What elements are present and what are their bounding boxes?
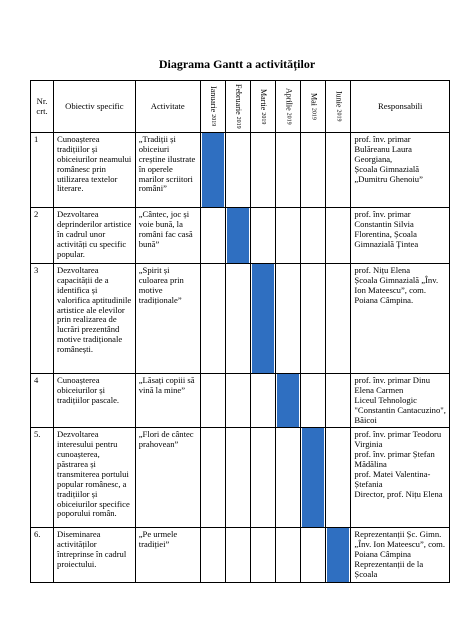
month-label: Iunie — [334, 91, 344, 108]
gantt-cell — [301, 428, 326, 528]
gantt-cell — [301, 208, 326, 264]
row-activity: „Cântec, joc și voie bună, la români fac casă bună” — [135, 208, 200, 264]
gantt-cell — [200, 528, 225, 582]
row-activity: „Lăsați copiii să vină la mine” — [135, 374, 200, 428]
gantt-bar — [227, 208, 249, 263]
row-objective: Diseminarea activităților întreprinse în cadrul proiectului. — [54, 528, 136, 582]
gantt-cell — [301, 528, 326, 582]
month-year: 2019 — [209, 114, 216, 127]
header-month-iunie — [326, 81, 351, 133]
month-year: 2019 — [310, 107, 317, 120]
row-nr: 5. — [31, 428, 54, 528]
month-label: Martie — [259, 88, 269, 111]
gantt-cell — [301, 264, 326, 374]
table-row — [31, 208, 450, 264]
month-label: Aprilie — [284, 88, 294, 111]
header-month-ianuarie — [200, 81, 225, 133]
table-row — [31, 264, 450, 374]
header-responsible: Responsabili — [351, 81, 450, 133]
header-nr: Nr. crt. — [31, 81, 54, 133]
header-month-mai — [301, 81, 326, 133]
row-nr: 3 — [31, 264, 54, 374]
gantt-cell — [250, 428, 275, 528]
table-row — [31, 133, 450, 208]
gantt-cell — [326, 528, 351, 582]
page-title: Diagrama Gantt a activităților — [158, 57, 316, 71]
header-objective: Obiectiv specific — [54, 81, 136, 133]
gantt-cell — [301, 374, 326, 428]
row-nr: 2 — [31, 208, 54, 264]
row-nr: 6. — [31, 528, 54, 582]
row-responsible: prof. înv. primar Bulăreanu Laura Georgiana, Școala Gimnazială „Dumitru Ghenoiu” — [351, 133, 450, 208]
gantt-cell — [225, 528, 250, 582]
gantt-cell — [250, 264, 275, 374]
gantt-cell — [225, 133, 250, 208]
gantt-cell — [326, 208, 351, 264]
row-activity: „Flori de cântec prahovean” — [135, 428, 200, 528]
gantt-cell — [276, 428, 301, 528]
gantt-cell — [326, 374, 351, 428]
month-year: 2019 — [335, 109, 342, 122]
gantt-cell — [250, 374, 275, 428]
gantt-cell — [276, 528, 301, 582]
row-activity: „Spirit și culoarea prin motive tradiționale” — [135, 264, 200, 374]
row-responsible: prof. înv. primar Constantin Silvia Florentina, Școala Gimnazială Țintea — [351, 208, 450, 264]
row-objective: Cunoașterea obiceiurilor și tradițiilor pascale. — [54, 374, 136, 428]
month-label: Mai — [309, 93, 319, 106]
gantt-cell — [301, 133, 326, 208]
gantt-bar — [277, 374, 299, 427]
gantt-cell — [276, 133, 301, 208]
gantt-cell — [276, 208, 301, 264]
row-nr: 1 — [31, 133, 54, 208]
table-row — [31, 428, 450, 528]
month-label: Ianuarie — [208, 86, 218, 113]
row-activity: „Tradiții și obiceiuri creștine ilustrate în operele marilor scriitori români” — [135, 133, 200, 208]
gantt-cell — [250, 528, 275, 582]
row-activity: „Pe urmele tradiției” — [135, 528, 200, 582]
month-label: Februarie — [234, 84, 244, 115]
row-objective: Dezvoltarea interesului pentru cunoașterea, păstrarea și transmiterea portului popular românesc, a tradițiilor și obiceiurilor specifice poporului român. — [54, 428, 136, 528]
gantt-cell — [225, 208, 250, 264]
gantt-cell — [200, 133, 225, 208]
row-responsible: prof. Nițu Elena Școala Gimnazială „Înv. Ion Mateescu”, com. Poiana Câmpina. — [351, 264, 450, 374]
row-objective: Dezvoltarea capacității de a identifica și valorifica aptitudinile artistice ale elevilor prin realizarea de lucrări prezentând motive tradiționale românești. — [54, 264, 136, 374]
gantt-bar — [302, 428, 324, 527]
gantt-cell — [225, 428, 250, 528]
gantt-cell — [200, 428, 225, 528]
month-year: 2019 — [285, 112, 292, 125]
gantt-table — [30, 80, 450, 583]
row-responsible: prof. înv. primar Teodoru Virginia prof. înv. primar Ștefan Mădălina prof. Matei Valentina-Ștefania Director, prof. Nițu Elena — [351, 428, 450, 528]
header-month-aprilie — [276, 81, 301, 133]
table-header-row — [31, 81, 450, 133]
table-row — [31, 374, 450, 428]
row-objective: Dezvoltarea deprinderilor artistice în cadrul unor activități cu specific popular. — [54, 208, 136, 264]
gantt-cell — [225, 374, 250, 428]
row-responsible: prof. înv. primar Dinu Elena Carmen Liceul Tehnologic "Constantin Cantacuzino", Băicoi — [351, 374, 450, 428]
row-nr: 4 — [31, 374, 54, 428]
gantt-cell — [326, 133, 351, 208]
gantt-bar — [327, 528, 349, 581]
row-responsible: Reprezentanții Șc. Gimn. „Înv. Ion Mateescu”, com. Poiana Câmpina Reprezentanții de la Școala — [351, 528, 450, 582]
header-month-martie — [250, 81, 275, 133]
month-year: 2019 — [260, 112, 267, 125]
gantt-cell — [250, 208, 275, 264]
table-row — [31, 528, 450, 582]
gantt-cell — [200, 208, 225, 264]
gantt-cell — [225, 264, 250, 374]
gantt-cell — [326, 428, 351, 528]
month-year: 2019 — [235, 116, 242, 129]
gantt-cell — [276, 374, 301, 428]
row-objective: Cunoașterea tradițiilor și obiceiurilor neamului românesc prin utilizarea textelor literare. — [54, 133, 136, 208]
gantt-cell — [276, 264, 301, 374]
header-activity: Activitate — [135, 81, 200, 133]
gantt-bar — [252, 264, 274, 373]
gantt-cell — [326, 264, 351, 374]
gantt-cell — [200, 264, 225, 374]
gantt-cell — [250, 133, 275, 208]
gantt-bar — [202, 133, 224, 207]
header-month-februarie — [225, 81, 250, 133]
gantt-cell — [200, 374, 225, 428]
